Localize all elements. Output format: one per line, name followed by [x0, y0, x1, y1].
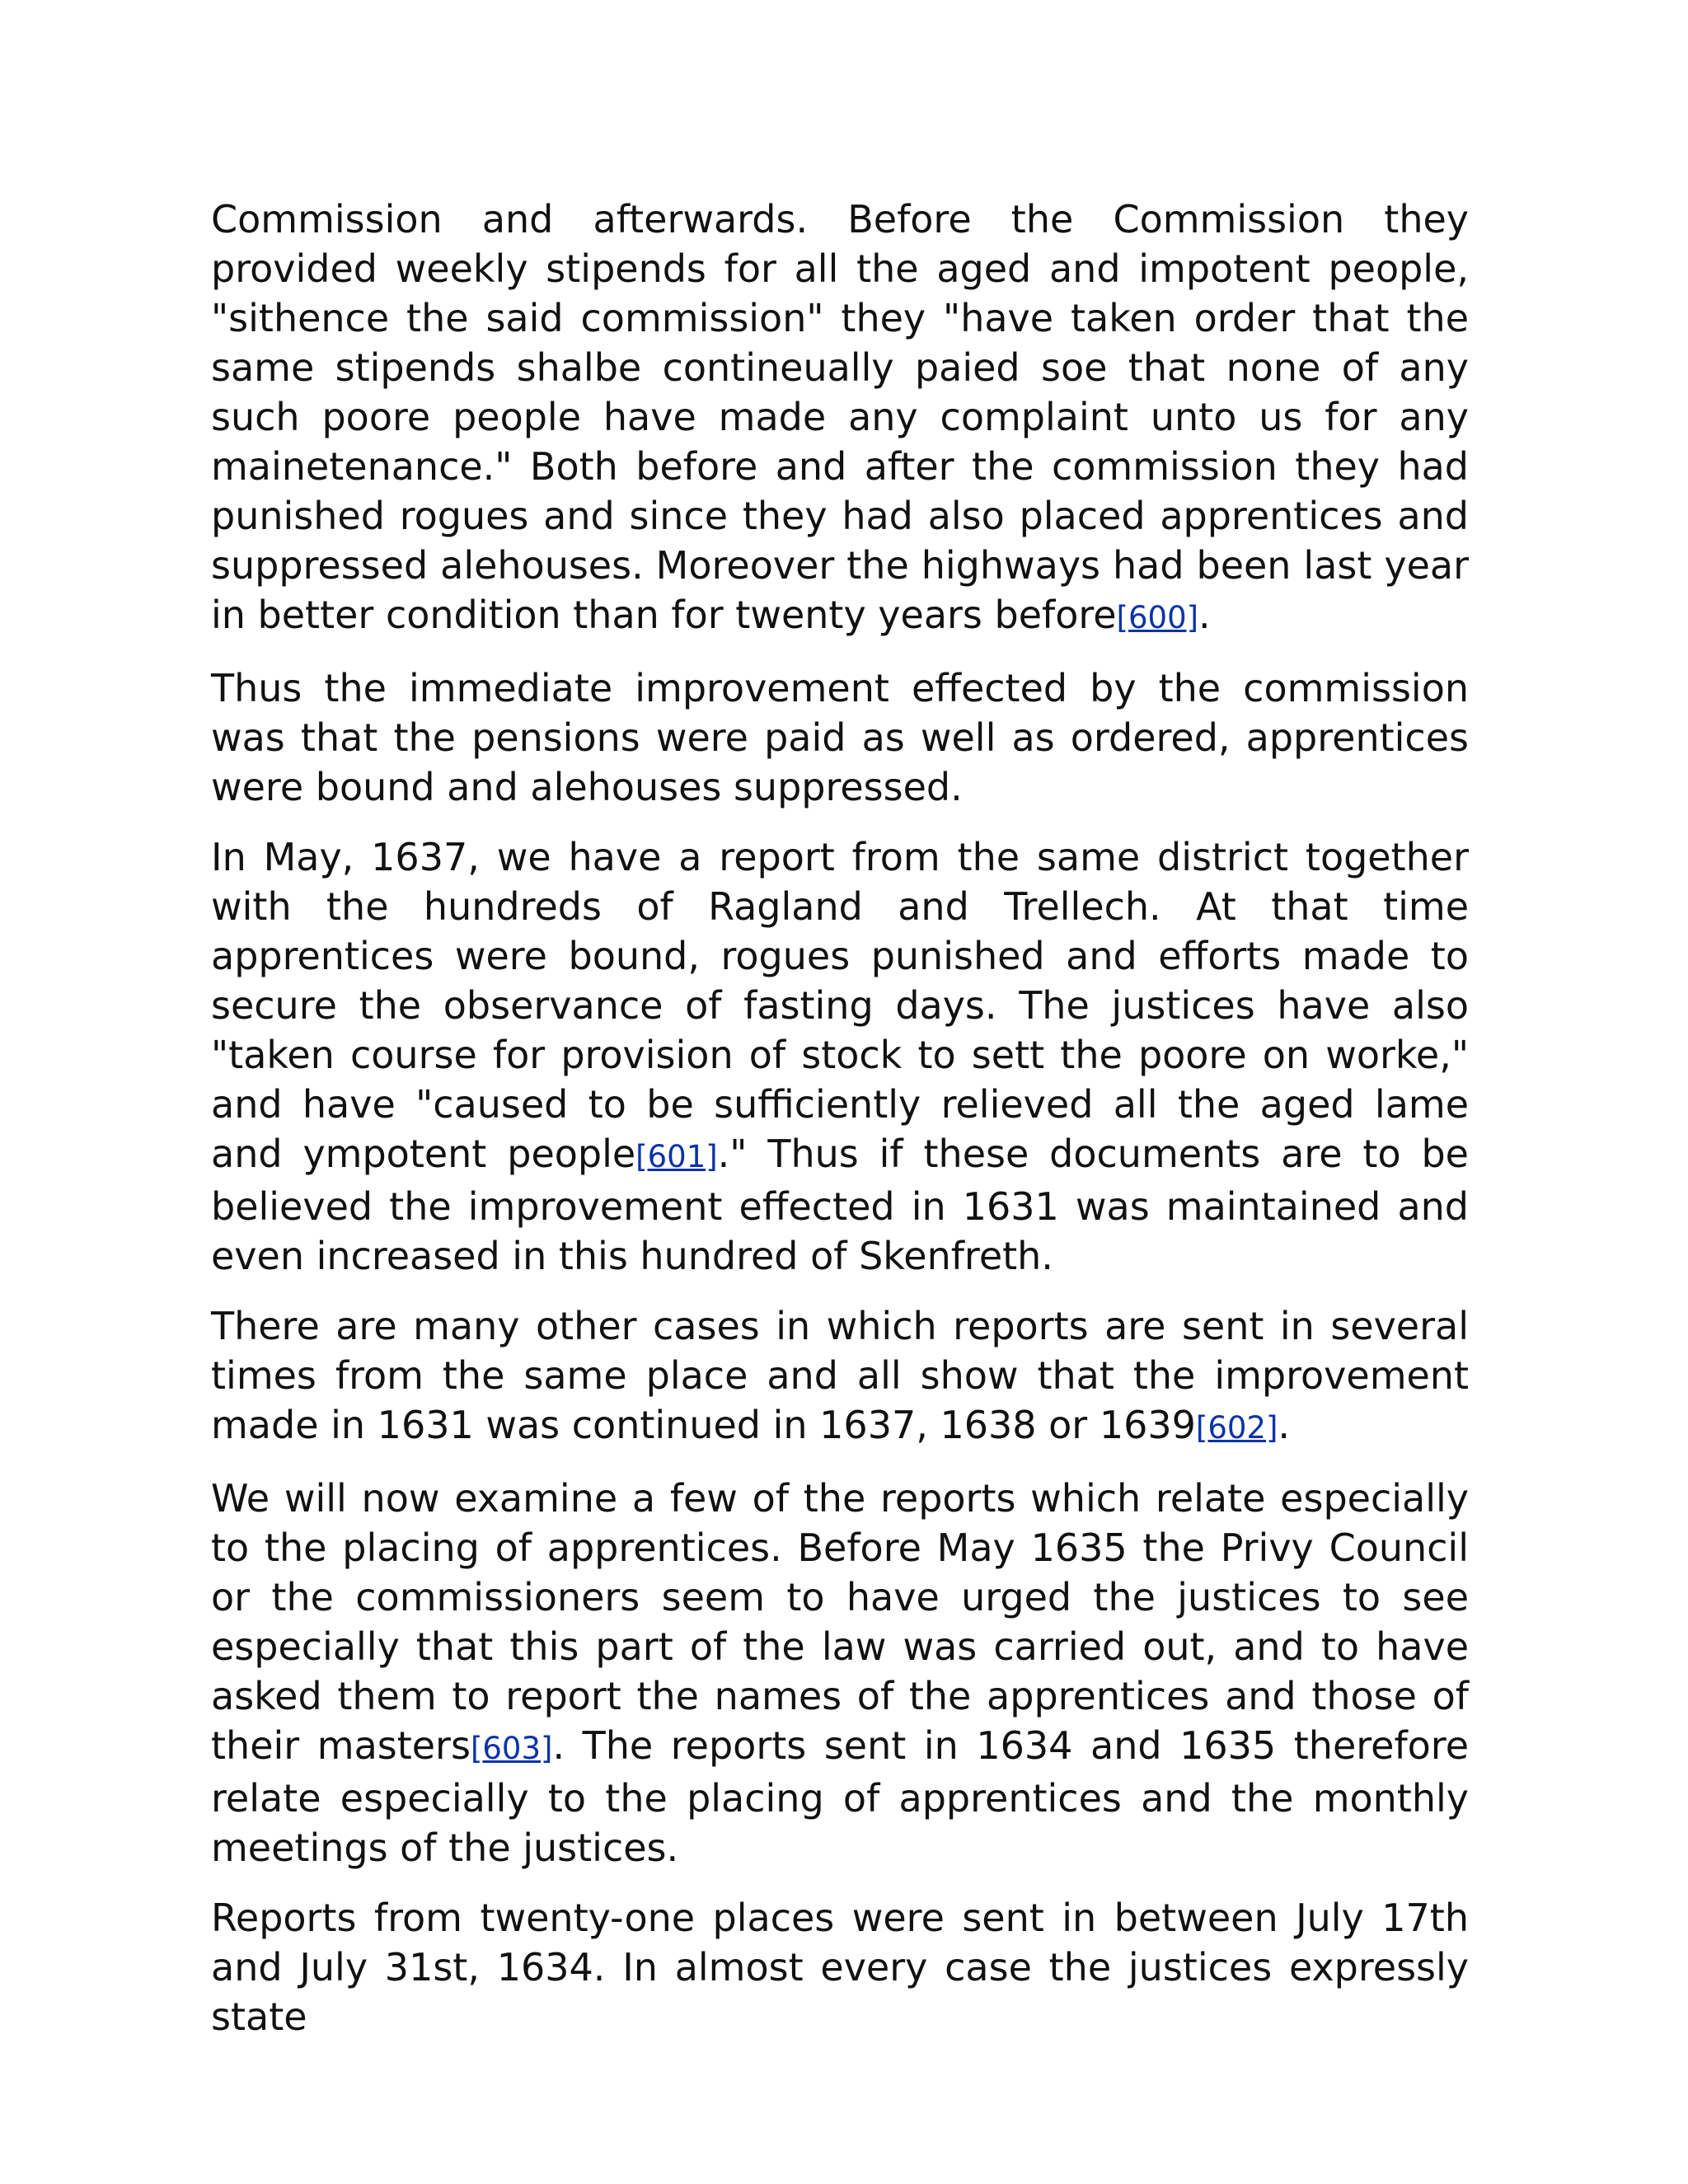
paragraph-text-after: .	[1278, 1403, 1291, 1447]
footnote-link-602[interactable]: [602]	[1195, 1410, 1278, 1446]
paragraph-text-after: ." Thus if these documents are to be believed the improvement effected in 1631 was maintained and even increased in this hundred of Skenfreth.	[211, 1132, 1469, 1278]
paragraph-text-after: . The reports sent in 1634 and 1635 therefore relate especially to the placing of apprentices and the monthly meetings of the justices.	[211, 1723, 1470, 1870]
footnote-link-601[interactable]: [601]	[635, 1139, 718, 1174]
paragraph-text: There are many other cases in which reports are sent in several times from the same place and all show that the improvement made in 1631 was continued in 1637, 1638 or 1639	[211, 1304, 1469, 1447]
paragraph-text: Reports from twenty-one places were sent in between July 17th and July 31st, 1634. In almost every case the justices expressly state	[211, 1896, 1469, 2039]
paragraph-text: We will now examine a few of the reports which relate especially to the placing of apprentices. Before May 1635 the Privy Council or the commissioners seem to have urged the justices to see especially that this part of the law was carried out, and to have asked them to report the names of the apprentices and those of their masters	[211, 1476, 1469, 1768]
paragraph-text: Commission and afterwards. Before the Commission they provided weekly stipends for all the aged and impotent people, "sithence the said commission" they "have taken order that the same stipends shalbe contineually paied soe that none of any such poore people have made any complaint unto us for any mainetenance." Both before and after the commission they had punished rogues and since they had also placed apprentices and suppressed alehouses. Moreover the highways had been last year in better condition than for twenty years before	[211, 197, 1469, 637]
paragraph-6	[211, 1893, 1469, 2041]
footnote-link-600[interactable]: [600]	[1116, 600, 1199, 635]
paragraph-text: Thus the immediate improvement effected by the commission was that the pensions were paid as well as ordered, apprentices were bound and alehouses suppressed.	[211, 666, 1469, 809]
paragraph-5	[211, 1474, 1469, 1872]
paragraph-3	[211, 832, 1469, 1281]
document-page	[211, 194, 1469, 2062]
paragraph-4	[211, 1301, 1469, 1453]
paragraph-2	[211, 663, 1469, 812]
footnote-link-603[interactable]: [603]	[470, 1731, 553, 1766]
paragraph-1	[211, 194, 1469, 643]
paragraph-text-after: .	[1198, 593, 1211, 637]
paragraph-text: In May, 1637, we have a report from the same district together with the hundreds of Ragland and Trellech. At that time apprentices were bound, rogues punished and efforts made to secure the observance of fasting days. The justices have also "taken course for provision of stock to sett the poore on worke," and have "caused to be sufficiently relieved all the aged lame and ympotent people	[211, 835, 1469, 1176]
